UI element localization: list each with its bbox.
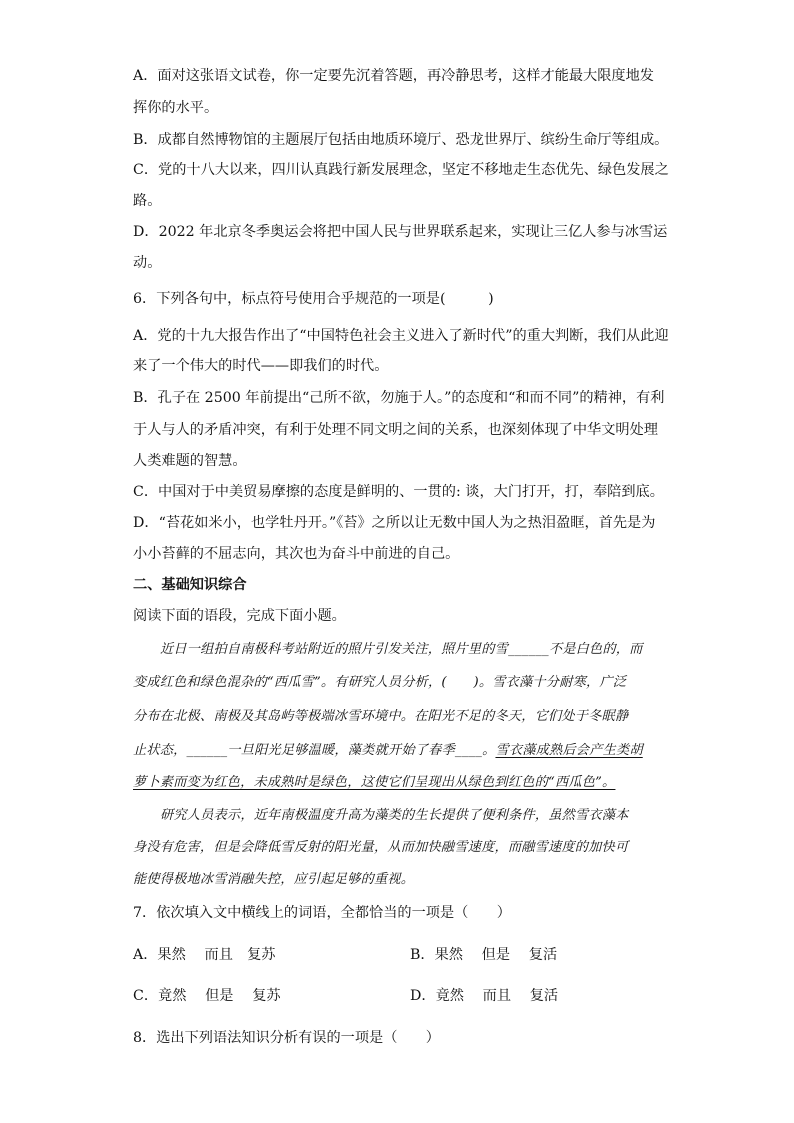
q5-option-c-line2: 路。 bbox=[133, 193, 162, 209]
q6-option-d-line1: D．“苔花如米小，也学牡丹开。”《苔》之所以让无数中国人为之热泪盈眶，首先是为 bbox=[133, 515, 656, 531]
passage-p1-line3: 分布在北极、南极及其岛屿等极端冰雪环境中。在阳光不足的冬天，它们处于冬眠静 bbox=[133, 709, 629, 724]
q7-option-d: D．竟然 而且 复活 bbox=[410, 988, 559, 1004]
q5-option-a-line2: 挥你的水平。 bbox=[133, 100, 219, 116]
q5-option-d-line2: 动。 bbox=[133, 255, 162, 271]
q6-option-b-line2: 于人与人的矛盾冲突，有利于处理不同文明之间的关系，也深刻体现了中华文明处理 bbox=[133, 422, 658, 438]
q6-option-d-line2: 小小苔藓的不屈志向，其次也为奋斗中前进的自己。 bbox=[133, 546, 460, 562]
passage-p1-line4 bbox=[133, 741, 643, 761]
passage-p1-line1: 近日一组拍自南极科考站附近的照片引发关注，照片里的雪______不是白色的，而 bbox=[160, 642, 643, 657]
passage-underlined-sentence-start: 雪衣藻成熟后会产生类胡 bbox=[495, 743, 643, 758]
q5-option-c-line1: C．党的十八大以来，四川认真践行新发展理念，坚定不移地走生态优先、绿色发展之 bbox=[133, 162, 669, 178]
q7-option-b: B．果然 但是 复活 bbox=[410, 947, 558, 963]
q5-option-b: B．成都自然博物馆的主题展厅包括由地质环境厅、恐龙世界厅、缤纷生命厅等组成。 bbox=[133, 132, 669, 148]
q7-option-a: A．果然 而且 复苏 bbox=[133, 947, 276, 963]
passage-underlined-sentence-end: 萝卜素而变为红色，未成熟时是绿色，这使它们呈现出从绿色到红色的“西瓜色”。 bbox=[133, 775, 616, 790]
q6-option-b-line1: B．孔子在 2500 年前提出“己所不欲，勿施于人。”的态度和“和而不同”的精神，有利 bbox=[133, 390, 665, 406]
passage-p1-line4-text: 止状态，______一旦阳光足够温暖，藻类就开始了春季____。 bbox=[133, 743, 496, 758]
q6-stem: 6．下列各句中，标点符号使用合乎规范的一项是( ) bbox=[133, 291, 494, 307]
passage-p2-line1: 研究人员表示，近年南极温度升高为藻类的生长提供了便利条件，虽然雪衣藻本 bbox=[160, 808, 629, 823]
passage-p1-line2: 变成红色和绿色混杂的“西瓜雪”。有研究人员分析，( )。雪衣藻十分耐寒，广泛 bbox=[133, 675, 627, 690]
q7-option-c: C．竟然 但是 复苏 bbox=[133, 988, 281, 1004]
passage-p2-line3: 能使得极地冰雪消融失控，应引起足够的重视。 bbox=[133, 872, 415, 887]
section-instruction: 阅读下面的语段，完成下面小题。 bbox=[133, 608, 346, 624]
q6-option-a-line2: 来了一个伟大的时代——即我们的时代。 bbox=[133, 358, 389, 374]
passage-p2-line2: 身没有危害，但是会降低雪反射的阳光量，从而加快融雪速度，而融雪速度的加快可 bbox=[133, 840, 629, 855]
q6-option-c: C．中国对于中美贸易摩擦的态度是鲜明的、一贯的: 谈，大门打开，打，奉陪到底。 bbox=[133, 484, 664, 500]
q6-option-a-line1: A．党的十九大报告作出了“中国特色社会主义进入了新时代”的重大判断，我们从此迎 bbox=[133, 328, 669, 344]
section-heading: 二、基础知识综合 bbox=[133, 577, 247, 593]
q7-stem: 7．依次填入文中横线上的词语，全都恰当的一项是（ ） bbox=[133, 905, 511, 921]
q6-option-b-line3: 人类难题的智慧。 bbox=[133, 453, 247, 469]
q5-option-a-line1: A．面对这张语文试卷，你一定要先沉着答题，再冷静思考，这样才能最大限度地发 bbox=[133, 68, 654, 84]
q5-option-d-line1: D．2022 年北京冬季奥运会将把中国人民与世界联系起来，实现让三亿人参与冰雪运 bbox=[133, 224, 668, 240]
q8-stem: 8．选出下列语法知识分析有误的一项是（ ） bbox=[133, 1030, 440, 1046]
